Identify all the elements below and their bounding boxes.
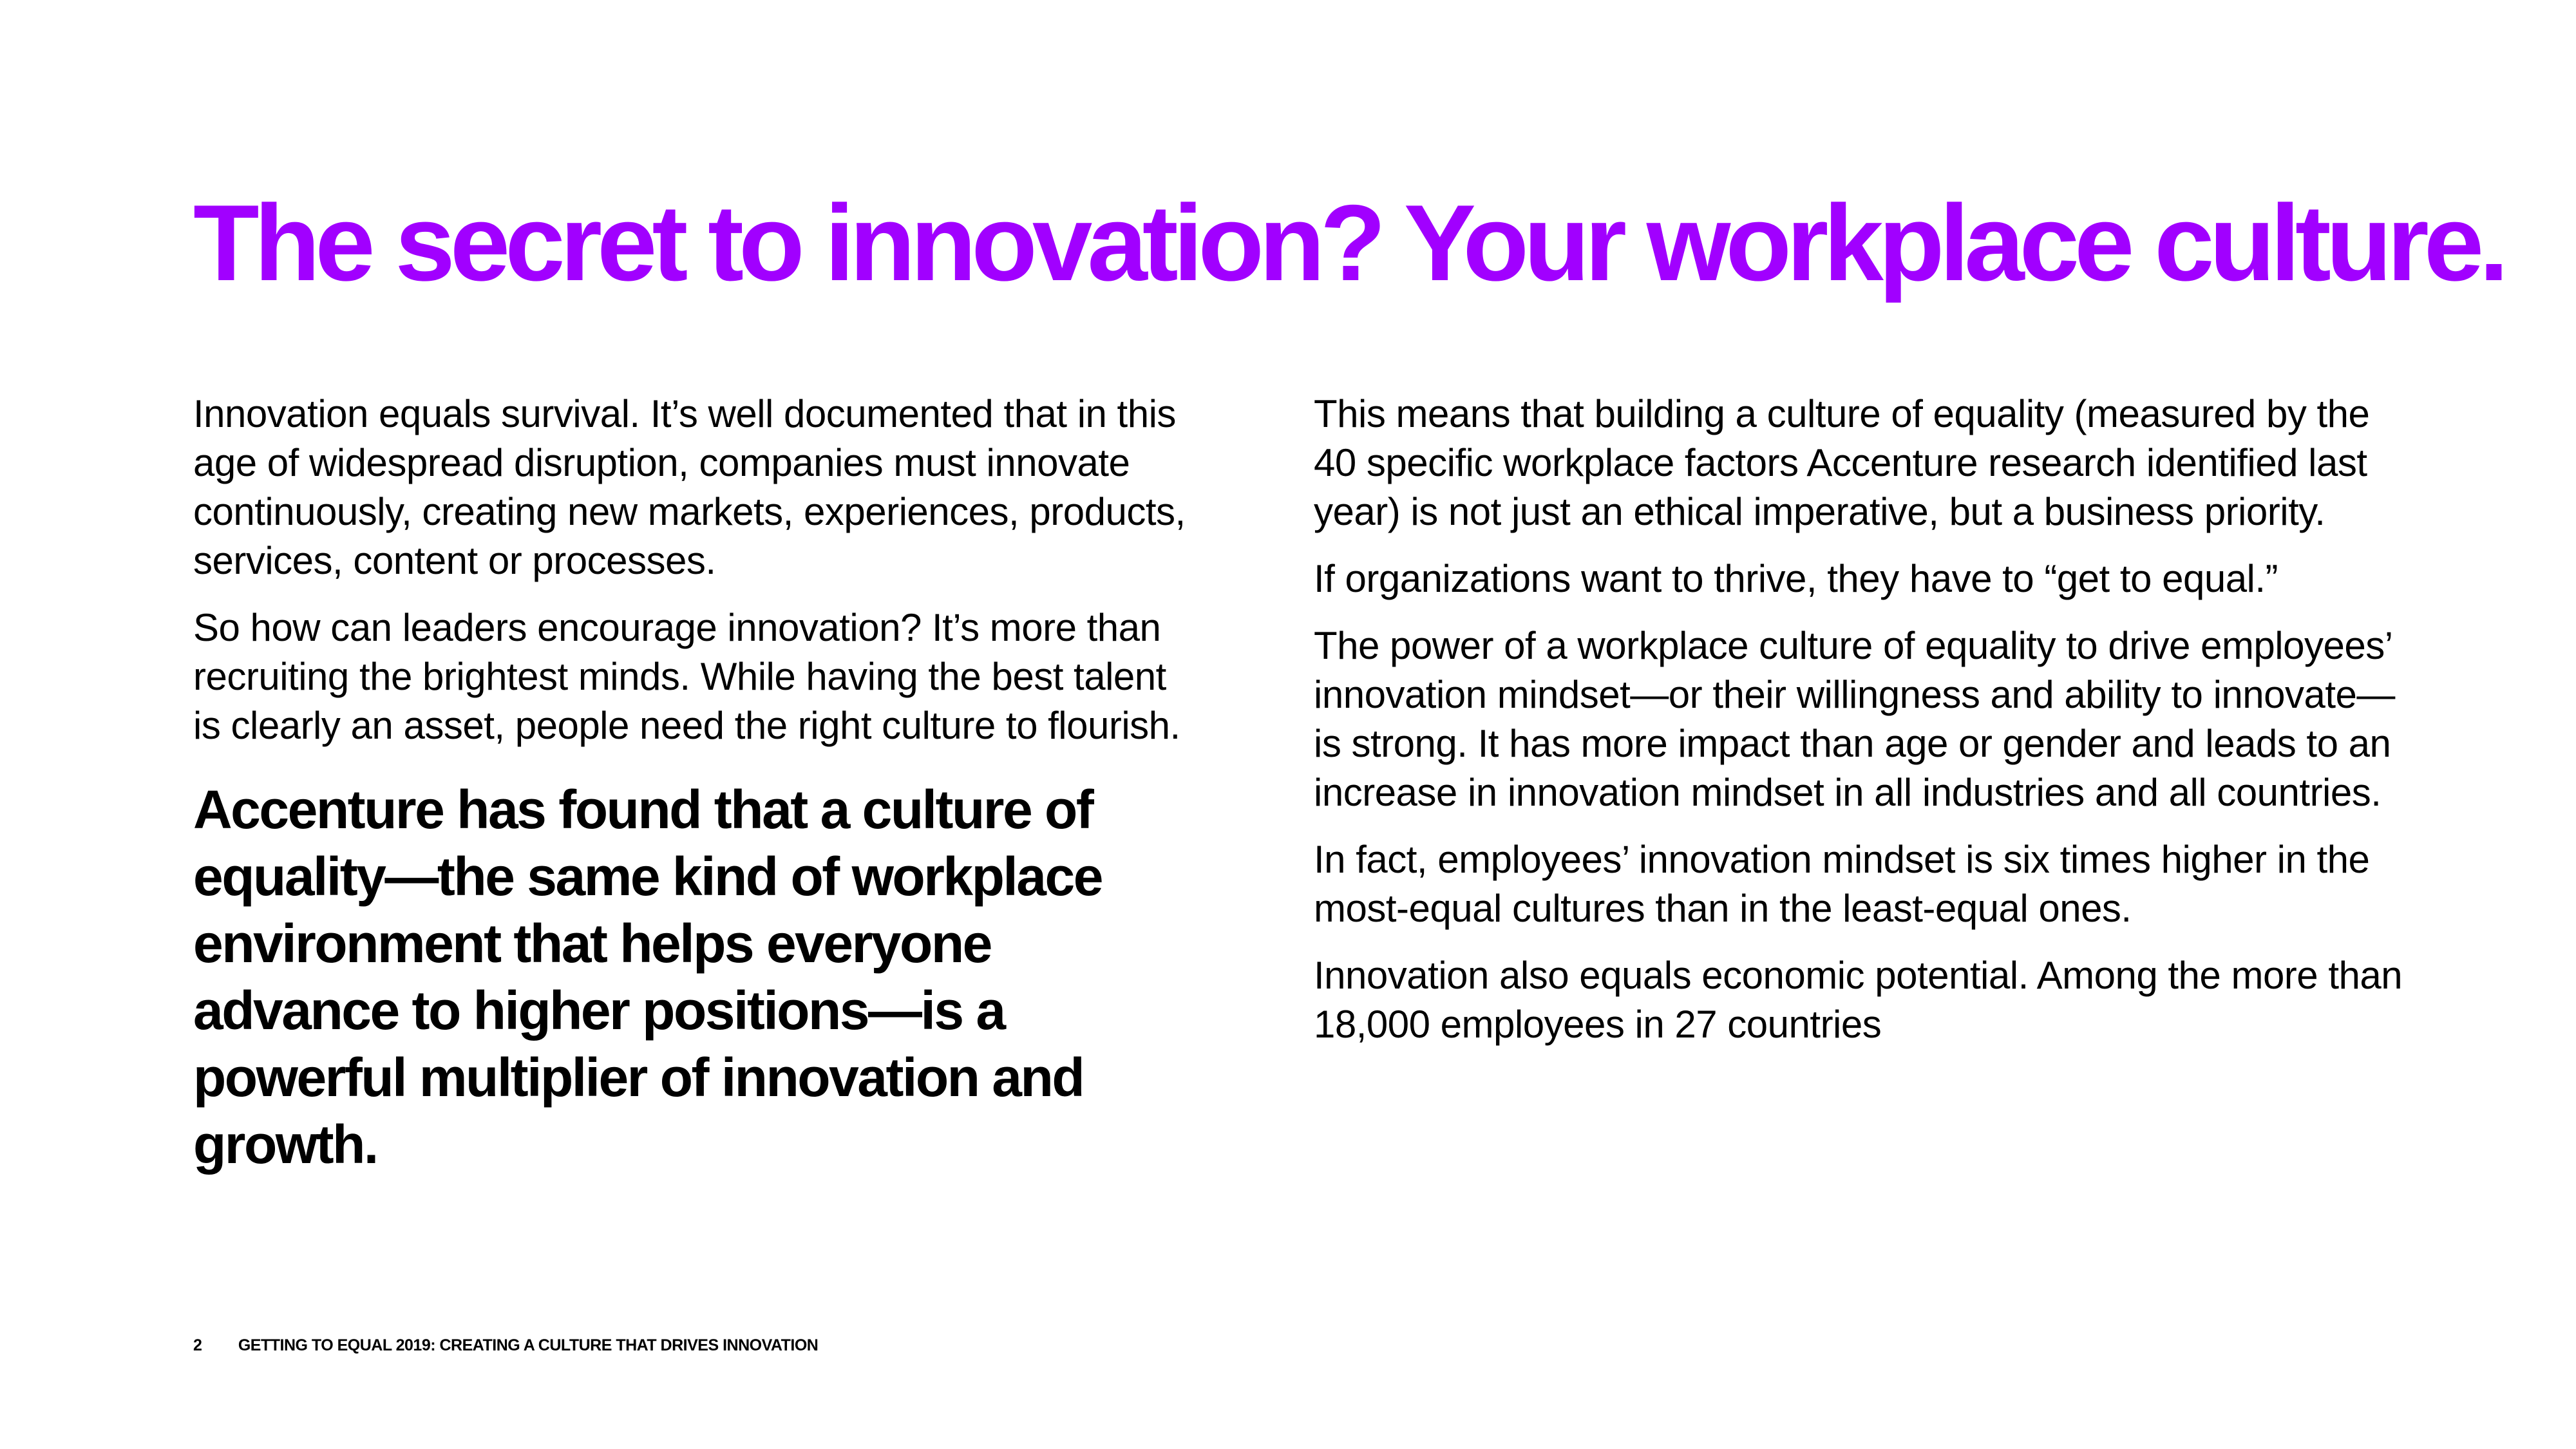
left-column (193, 390, 1198, 1178)
economic-potential-paragraph: Innovation also equals economic potential. Among the more than 18,000 employees in 27 countries (1314, 954, 2403, 1046)
culture-power-paragraph: The power of a workplace culture of equality to drive employees’ innovation mindset—or their willingness and ability to innovate—is strong. It has more impact than age or gender and leads to an increase in innovation mindset in all industries and all countries. (1314, 624, 2395, 814)
equality-priority-paragraph: This means that building a culture of equality (measured by the 40 specific workplace factors Accenture research identified last year) is not just an ethical imperative, but a business priority. (1314, 392, 2370, 533)
page-number: 2 (193, 1336, 202, 1354)
intro-paragraph: Innovation equals survival. It’s well documented that in this age of widespread disruption, companies must innovate continuously, creating new markets, experiences, products, services, content or processes. (193, 392, 1186, 582)
leaders-paragraph: So how can leaders encourage innovation? It’s more than recruiting the brightest minds. While having the best talent is clearly an asset, people need the right culture to flourish. (193, 606, 1180, 747)
page-title: The secret to innovation? Your workplace culture. (193, 182, 2504, 303)
get-to-equal-paragraph: If organizations want to thrive, they have to “get to equal.” (1314, 557, 2278, 600)
six-times-paragraph: In fact, employees’ innovation mindset is six times higher in the most-equal cultures than in the least-equal ones. (1314, 838, 2370, 930)
page-footer (193, 1336, 818, 1355)
highlight-statement: Accenture has found that a culture of equality—the same kind of workplace environment that helps everyone advance to higher positions—is a powerful multiplier of innovation and growth. (193, 779, 1102, 1175)
footer-report-title: GETTING TO EQUAL 2019: CREATING A CULTURE THAT DRIVES INNOVATION (238, 1336, 819, 1354)
right-column (1314, 390, 2409, 1067)
